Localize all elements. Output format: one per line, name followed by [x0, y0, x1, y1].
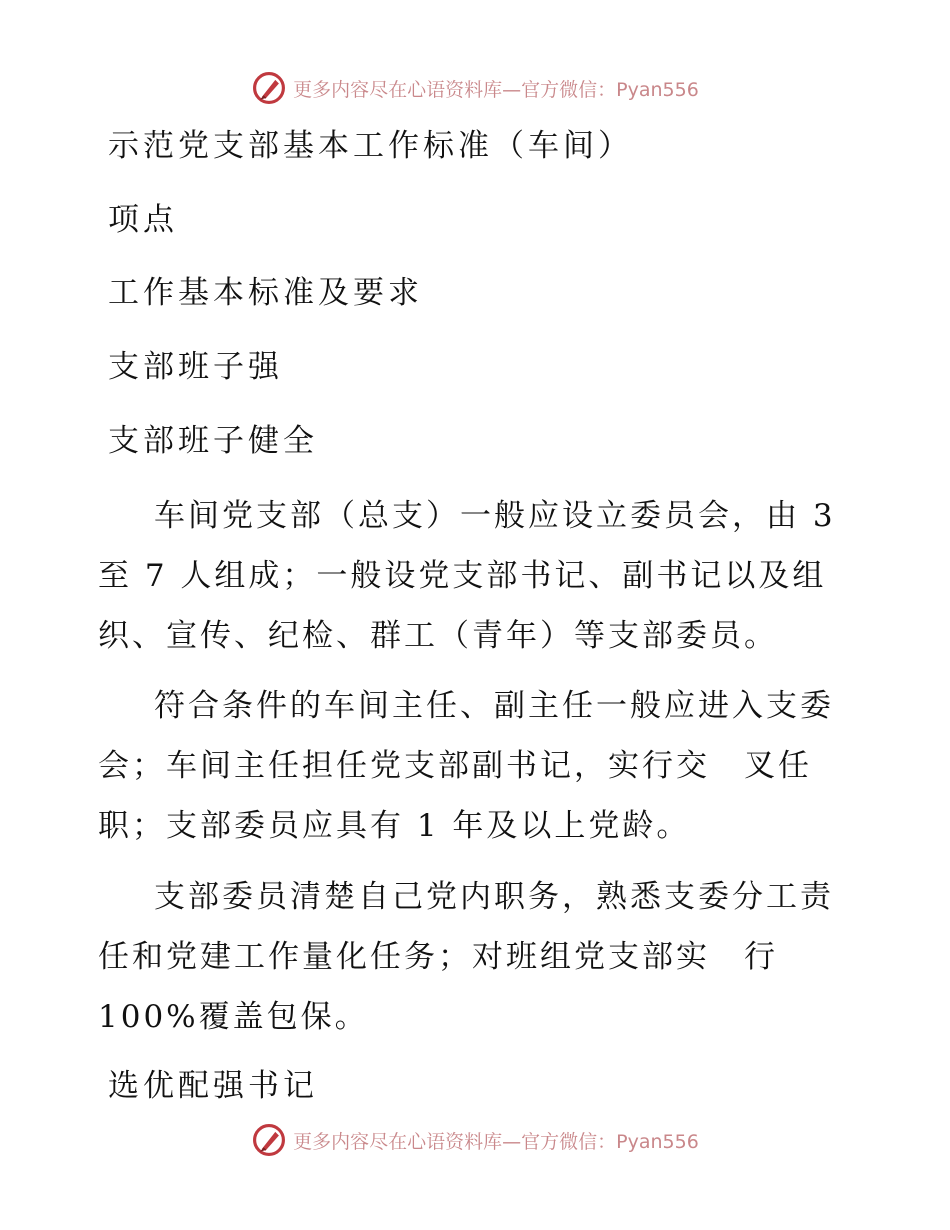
paragraph-line: 100%覆盖包保。: [98, 999, 369, 1035]
paragraph-line: 任和党建工作量化任务；对班组党支部实 行: [98, 939, 778, 975]
paragraph-2: [98, 676, 843, 856]
paragraph-line: 车间党支部（总支）一般应设立委员会，由 3: [154, 498, 836, 534]
paragraph-line: 织、宣传、纪检、群工（青年）等支部委员。: [98, 618, 778, 654]
paragraph-1: [98, 486, 843, 666]
paragraph-line: 符合条件的车间主任、副主任一般应进入支委: [154, 688, 834, 724]
label-standard: 工作基本标准及要求: [108, 275, 423, 311]
paragraph-line: 会；车间主任担任党支部副书记，实行交 叉任: [98, 748, 812, 784]
watermark-footer: [0, 1120, 950, 1160]
section-heading: 支部班子强: [108, 349, 283, 385]
pen-nib-circle-icon: [251, 70, 287, 106]
document-title: 示范党支部基本工作标准（车间）: [108, 128, 633, 164]
pen-nib-circle-icon: [251, 1122, 287, 1158]
watermark-group: [251, 1122, 699, 1158]
paragraph-line: 职；支部委员应具有 1 年及以上党龄。: [98, 808, 691, 844]
watermark-header: [0, 68, 950, 108]
watermark-group: [251, 70, 699, 106]
paragraph-line: 支部委员清楚自己党内职务，熟悉支委分工责: [154, 879, 834, 915]
watermark-text: 更多内容尽在心语资料库—官方微信：Pyan556: [293, 1130, 699, 1153]
watermark-text: 更多内容尽在心语资料库—官方微信：Pyan556: [293, 78, 699, 101]
paragraph-line: 至 7 人组成；一般设党支部书记、副书记以及组: [98, 558, 827, 594]
subsection-heading: 支部班子健全: [108, 423, 318, 459]
label-item: 项点: [108, 202, 178, 238]
next-heading: 选优配强书记: [108, 1068, 318, 1104]
paragraph-3: [98, 867, 843, 1047]
